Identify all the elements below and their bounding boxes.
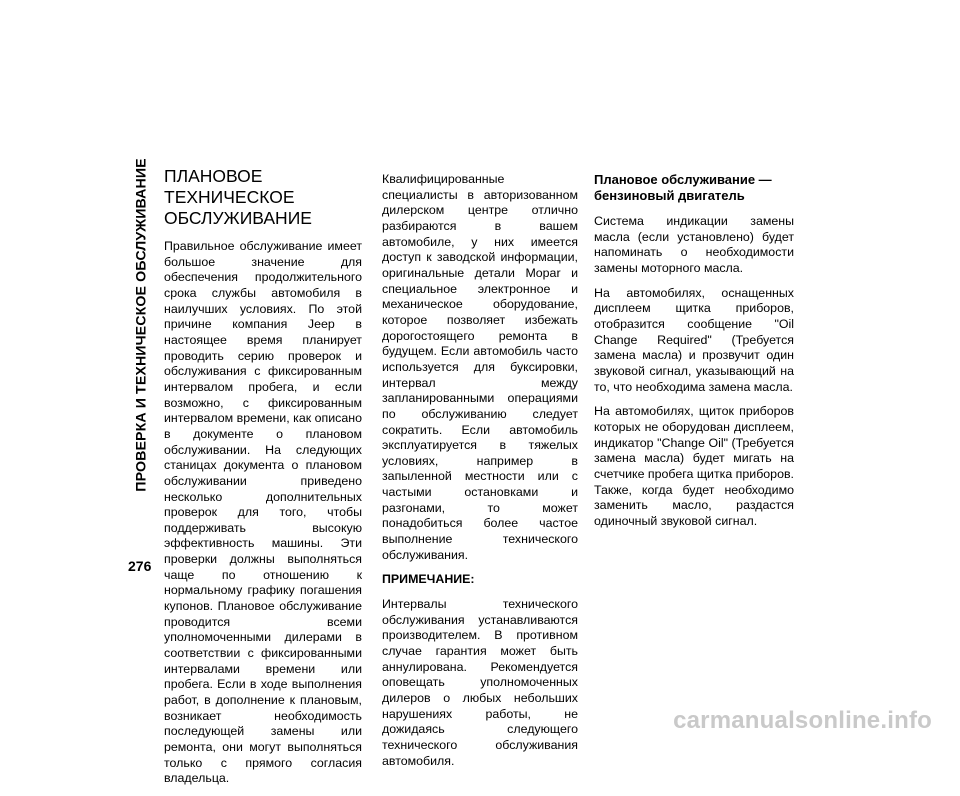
subsection-heading: Плановое обслуживание — бензиновый двигатель bbox=[594, 172, 772, 203]
side-section-tab bbox=[128, 158, 156, 492]
column-right bbox=[594, 172, 794, 538]
dealer-paragraph: Квалифицированные специалисты в авторизованном дилерском центре отлично разбираются в вашем автомобиле, у них имеется доступ к заводской информации, оригинальные детали Mopar и специальное электронное и механическое оборудование, которое позволяет избежать дорогостоящего ремонта в будущем. Если автомобиль часто используется для буксировки, интервал между запланированными операциями по обслуживанию следует сократить. Если автомобиль эксплуатируется в тяжелых условиях, например в запыленной местности или с частыми остановками и разгонами, то может понадобиться более частое выполнение технического обслуживания. bbox=[382, 172, 578, 562]
watermark: carmanualsonline.info bbox=[673, 707, 932, 734]
display-paragraph: На автомобилях, оснащенных дисплеем щитка приборов, отобразится сообщение "Oil Change Required" (Требуется замена масла) и прозвучит один звуковой сигнал, указывающий на то, что необходима замена масла. bbox=[594, 285, 794, 394]
note-heading: ПРИМЕЧАНИЕ: bbox=[382, 572, 475, 587]
oil-indicator-paragraph: Система индикации замены масла (если установлено) будет напоминать о необходимости замены моторного масла. bbox=[594, 214, 794, 275]
no-display-paragraph: На автомобилях, щиток приборов которых не оборудован дисплеем, индикатор "Change Oil" (Требуется замена масла) будет мигать на счетчике пробега щитка приборов. Также, когда будет необходимо заменить масло, раздастся одиночный звуковой сигнал. bbox=[594, 404, 794, 528]
side-section-label: ПРОВЕРКА И ТЕХНИЧЕСКОЕ ОБСЛУЖИВАНИЕ bbox=[134, 158, 151, 492]
note-paragraph: Интервалы технического обслуживания устанавливаются производителем. В противном случае гарантия может быть аннулирована. Рекомендуется оповещать уполномоченных дилеров о любых небольших нарушениях работы, не дожидаясь следующего технического обслуживания автомобиля. bbox=[382, 597, 578, 768]
intro-paragraph: Правильное обслуживание имеет большое значение для обеспечения продолжительного срока службы автомобиля в наилучших условиях. По этой причине компания Jeep в настоящее время планирует проводить серию проверок и обслуживания с фиксированным интервалом пробега, и если возможно, с фиксированным интервалом времени, как описано в документе о плановом обслуживании. На следующих станицах документа о плановом обслуживании приведено несколько дополнительных проверок для того, чтобы поддерживать высокую эффективность машины. Эти проверки должны выполняться чаще по отношению к нормальному графику погашения купонов. Плановое обслуживание проводится всеми уполномоченными дилерами в соответствии с фиксированными интервалами времени или пробега. Если в ходе выполнения работ, в дополнение к плановым, возникает необходимость последующей замены или ремонта, они могут выполняться только с прямого согласия владельца. bbox=[164, 239, 362, 786]
page-number: 276 bbox=[128, 558, 152, 574]
column-middle bbox=[382, 172, 578, 778]
section-title: ПЛАНОВОЕ ТЕХНИЧЕСКОЕ ОБСЛУЖИВАНИЕ bbox=[164, 166, 312, 228]
column-left bbox=[164, 166, 362, 796]
